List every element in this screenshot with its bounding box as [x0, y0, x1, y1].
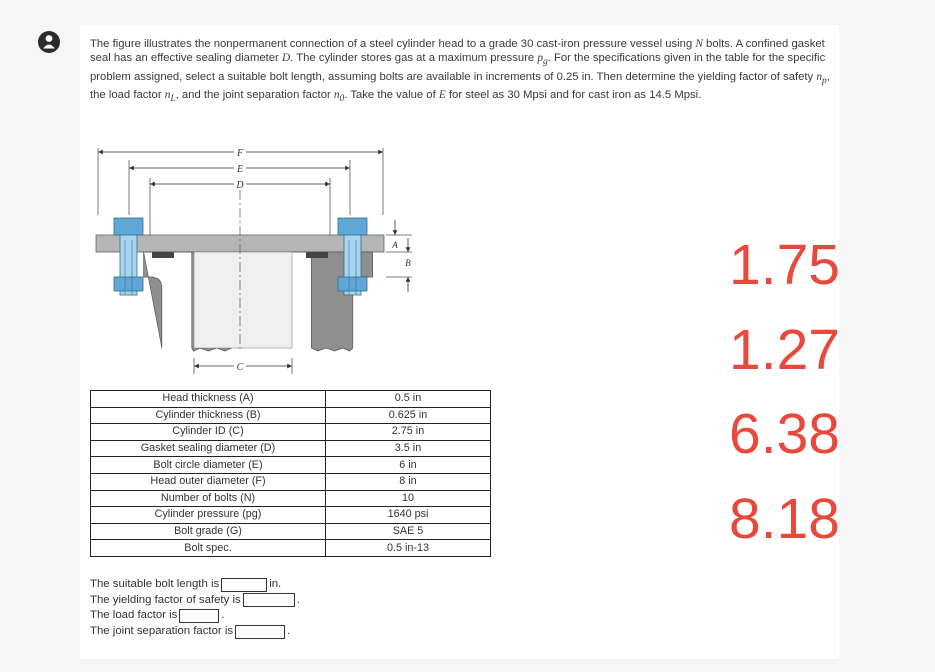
overlay-value-load-factor: 6.38: [729, 402, 840, 466]
table-row: [91, 440, 491, 457]
row-label: Cylinder thickness (B): [91, 407, 326, 424]
bolt-length-input[interactable]: [221, 578, 267, 592]
row-value: 3.5 in: [326, 440, 491, 457]
table-row: [91, 540, 491, 557]
load-factor-label: The load factor is: [90, 609, 178, 622]
load-factor-suffix: .: [221, 609, 225, 622]
label-b: B: [405, 258, 411, 268]
joint-separation-input[interactable]: [235, 625, 285, 639]
row-label: Head thickness (A): [91, 391, 326, 408]
row-value: 10: [326, 490, 491, 507]
row-value: 0.5 in: [326, 391, 491, 408]
overlay-value-bolt-length: 1.75: [729, 233, 840, 297]
label-a: A: [392, 240, 398, 250]
bolted-joint-figure: [94, 140, 414, 373]
joint-separation-row: [90, 624, 300, 640]
row-value: 2.75 in: [326, 424, 491, 441]
answer-section: [90, 577, 300, 639]
table-row: [91, 424, 491, 441]
overlay-value-yield-fos: 1.27: [729, 318, 840, 382]
row-value: SAE 5: [326, 523, 491, 540]
label-e: E: [236, 164, 244, 175]
row-value: 1640 psi: [326, 507, 491, 524]
label-f: F: [236, 148, 244, 159]
joint-separation-label: The joint separation factor is: [90, 624, 234, 637]
problem-statement: The figure illustrates the nonpermanent connection of a steel cylinder head to a grade 30 cast-iron pressure vessel using N bolts. A confined gasket seal has an effective sealing diameter D. The cylinder stores gas at a maximum pressure $p_g$. For the specifications given in the table for the specific problem assigned, select a suitable bolt length, assuming bolts are available in increments of 0.25 in. Then determine the yielding factor of safety $n_p$, the load factor $n_L$, and the joint separation factor $n_0$. Take the value of E for steel as 30 Mpsi and for cast iron as 14.5 Mpsi.: [90, 38, 830, 105]
row-value: 6 in: [326, 457, 491, 474]
specifications-table: [90, 390, 491, 557]
row-label: Cylinder pressure (pg): [91, 507, 326, 524]
table-row: [91, 490, 491, 507]
question-card: [80, 25, 839, 659]
table-row: [91, 391, 491, 408]
row-value: 8 in: [326, 473, 491, 490]
left-bolt: [114, 218, 143, 295]
bolt-length-unit: in.: [269, 578, 282, 590]
row-label: Number of bolts (N): [91, 490, 326, 507]
yield-fos-label: The yielding factor of safety is: [90, 593, 241, 606]
row-value: 0.625 in: [326, 407, 491, 424]
label-d: D: [236, 180, 244, 191]
table-row: [91, 473, 491, 490]
table-row: [91, 523, 491, 540]
load-factor-input[interactable]: [179, 609, 219, 623]
yield-fos-row: [90, 593, 300, 609]
yield-fos-suffix: .: [296, 593, 300, 606]
row-value: 0.5 in-13: [326, 540, 491, 557]
row-label: Cylinder ID (C): [91, 424, 326, 441]
table-row: [91, 507, 491, 524]
row-label: Head outer diameter (F): [91, 473, 326, 490]
overlay-value-joint-separation: 8.18: [729, 487, 840, 551]
yield-fos-input[interactable]: [243, 593, 295, 607]
bolt-length-label: The suitable bolt length is: [90, 578, 220, 590]
joint-separation-suffix: .: [287, 624, 291, 637]
row-label: Bolt grade (G): [91, 523, 326, 540]
bolt-length-row: [90, 577, 300, 593]
row-label: Bolt circle diameter (E): [91, 457, 326, 474]
row-label: Bolt spec.: [91, 540, 326, 557]
table-row: [91, 407, 491, 424]
table-row: [91, 457, 491, 474]
label-c: C: [236, 362, 244, 373]
load-factor-row: [90, 608, 300, 624]
row-label: Gasket sealing diameter (D): [91, 440, 326, 457]
user-avatar-icon[interactable]: [38, 31, 60, 53]
